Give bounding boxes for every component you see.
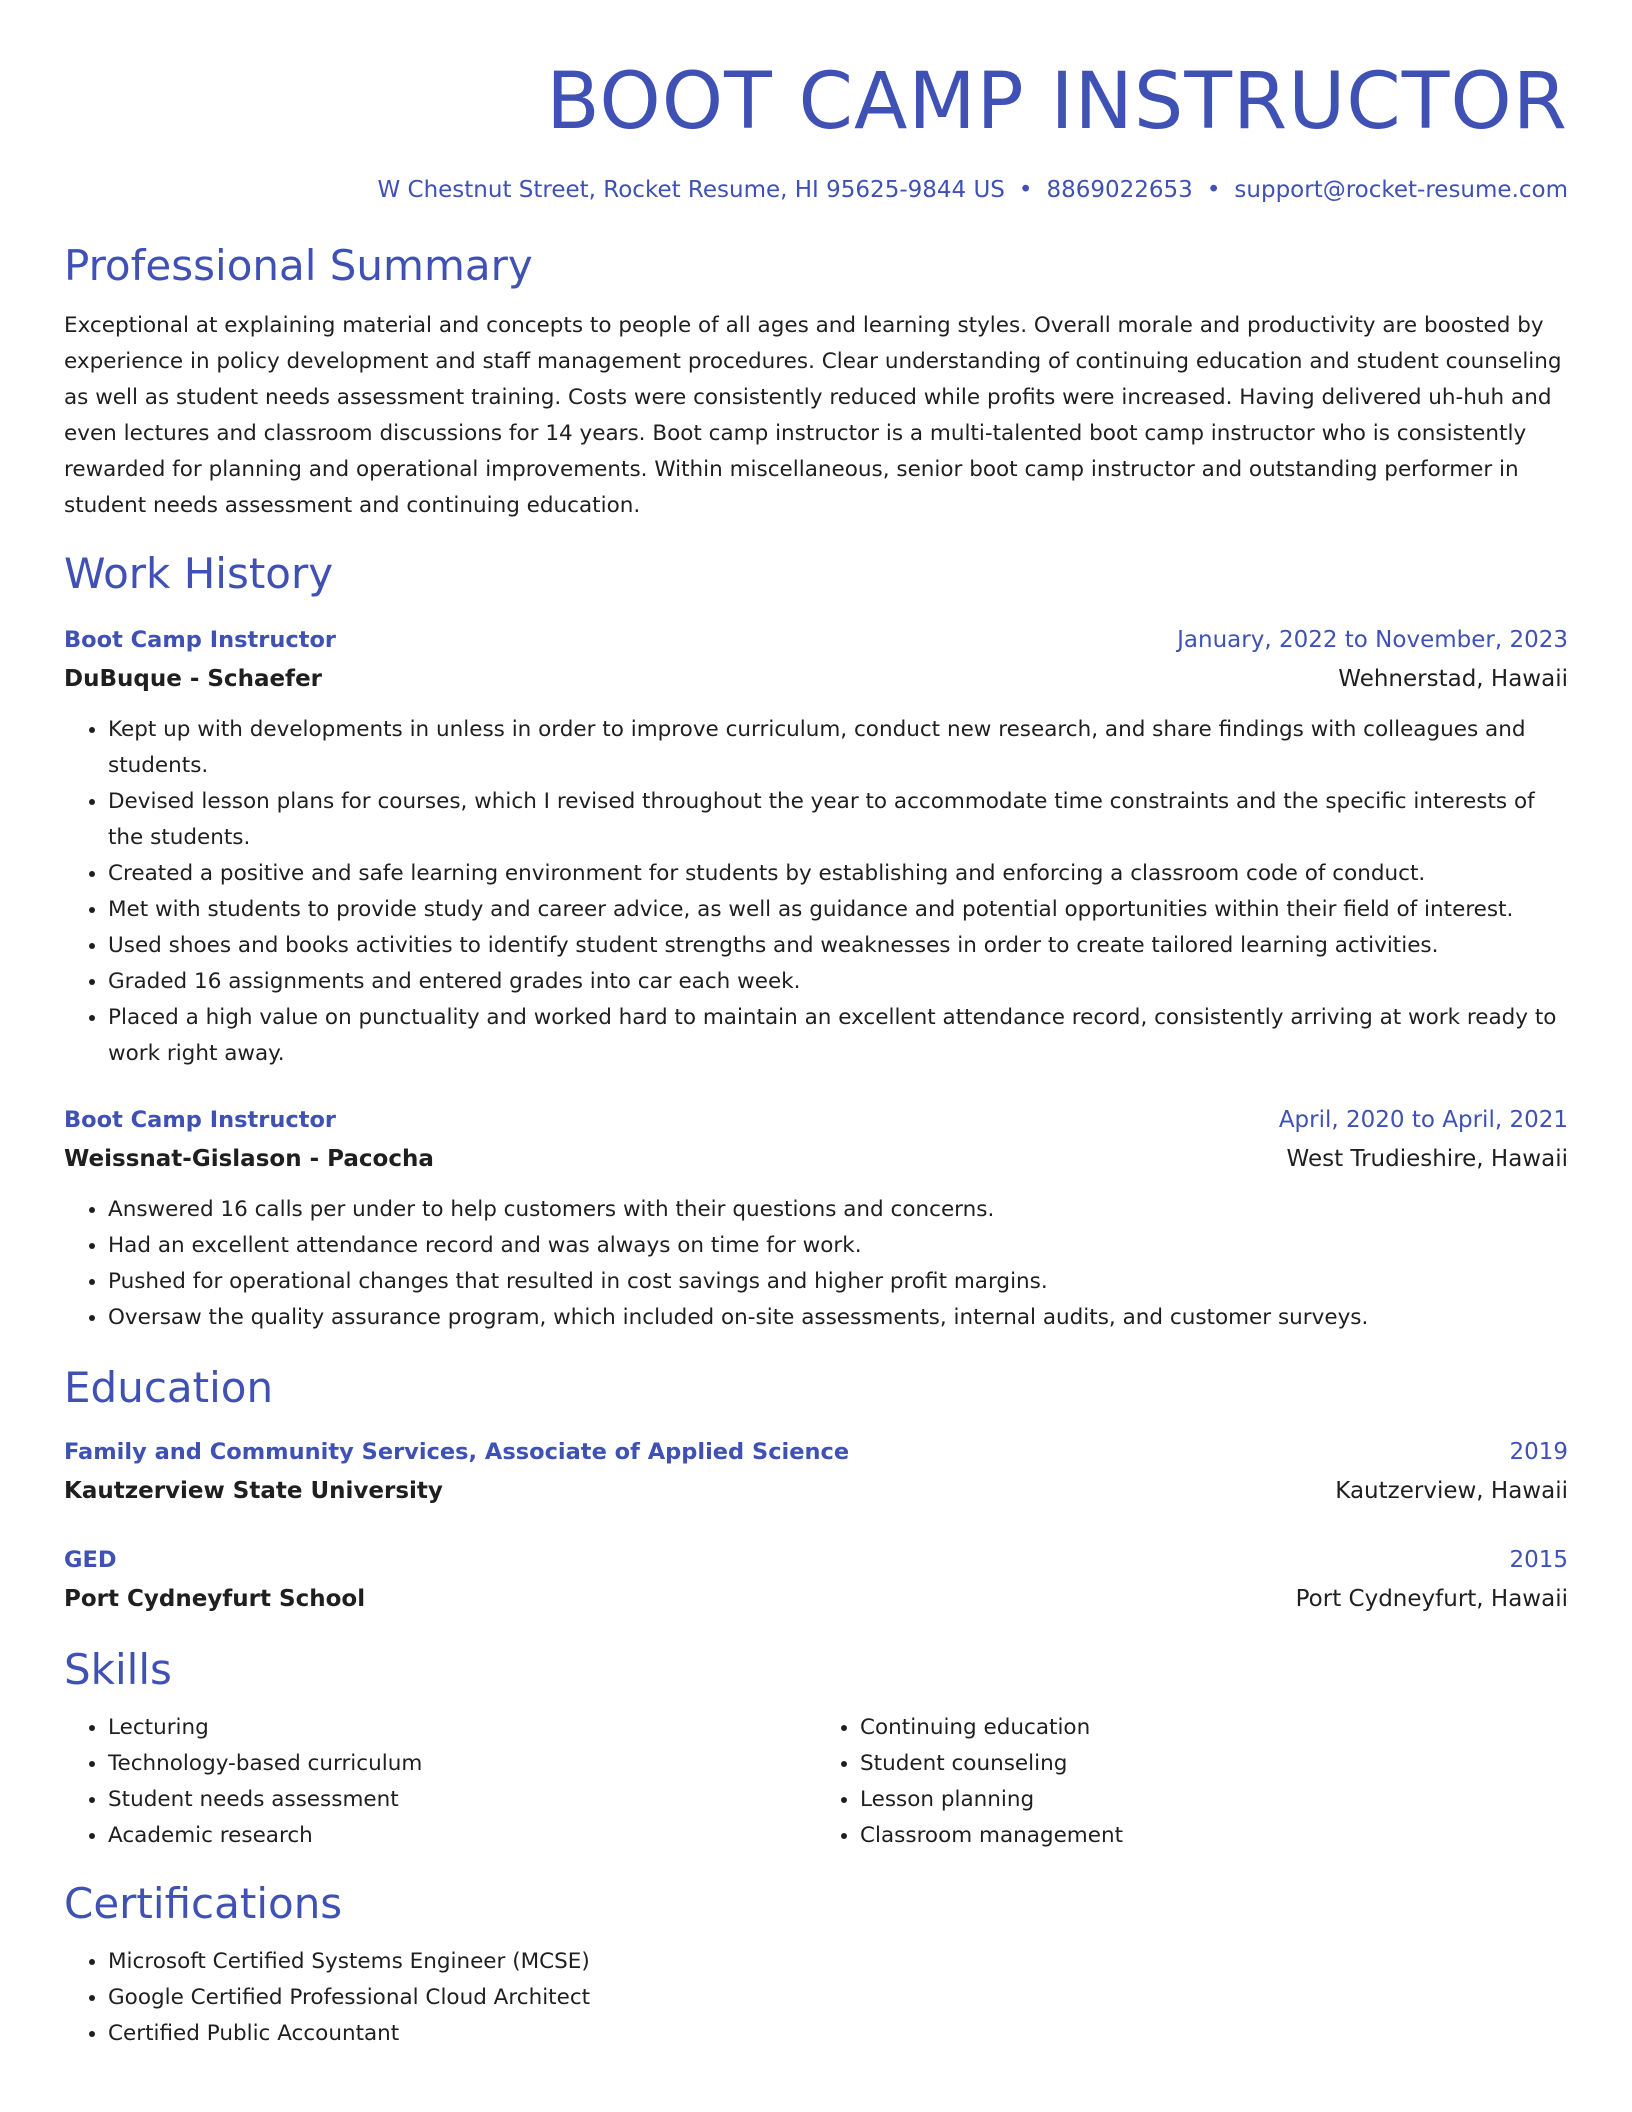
summary-heading: Professional Summary [64, 241, 533, 290]
job-location: West Trudieshire, Hawaii [1286, 1146, 1568, 1172]
list-item: • Pushed for operational changes that resulted in cost savings and higher profit margins. [108, 1264, 1568, 1300]
education-entry [64, 1432, 1568, 1510]
job-entry [64, 620, 1568, 1072]
skills-list-right [816, 1710, 1568, 1854]
job-dates: January, 2022 to November, 2023 [1177, 627, 1568, 653]
degree-year: 2019 [1509, 1439, 1568, 1465]
certifications-list [64, 1944, 1568, 2052]
education-heading: Education [64, 1363, 274, 1412]
contact-address: W Chestnut Street, Rocket Resume, HI 95625-9844 US [377, 177, 1005, 203]
skill-item: • Technology-based curriculum [108, 1746, 816, 1782]
separator-dot: • [1018, 177, 1033, 203]
degree-title: Family and Community Services, Associate of Applied Science [64, 1439, 850, 1465]
list-item: • Placed a high value on punctuality and worked hard to maintain an excellent attendance record, consistently arriving at work ready to work right away. [108, 1000, 1568, 1072]
candidate-name: BOOT CAMP INSTRUCTOR [546, 57, 1568, 147]
school-name: Port Cydneyfurt School [64, 1586, 366, 1612]
skills-list-left [64, 1710, 816, 1854]
contact-line [64, 174, 1568, 206]
school-name: Kautzerview State University [64, 1478, 443, 1504]
contact-phone: 8869022653 [1046, 177, 1193, 203]
contact-email[interactable]: support@rocket-resume.com [1234, 177, 1568, 203]
job-location: Wehnerstad, Hawaii [1338, 666, 1568, 692]
list-item: • Oversaw the quality assurance program, which included on-site assessments, internal audits, and customer surveys. [108, 1300, 1568, 1336]
skill-item: • Lesson planning [860, 1782, 1568, 1818]
skill-item: • Classroom management [860, 1818, 1568, 1854]
resume-page [64, 0, 1568, 2052]
school-location: Kautzerview, Hawaii [1335, 1478, 1568, 1504]
job-duties-list [64, 712, 1568, 1072]
degree-year: 2015 [1509, 1547, 1568, 1573]
job-duties-list [64, 1192, 1568, 1336]
skills-heading: Skills [64, 1645, 172, 1694]
list-item: • Met with students to provide study and career advice, as well as guidance and potential opportunities within their field of interest. [108, 892, 1568, 928]
list-item: • Kept up with developments in unless in order to improve curriculum, conduct new research, and share findings with colleagues and students. [108, 712, 1568, 784]
certification-item: • Microsoft Certified Systems Engineer (MCSE) [108, 1944, 1568, 1980]
list-item: • Created a positive and safe learning environment for students by establishing and enforcing a classroom code of conduct. [108, 856, 1568, 892]
list-item: • Graded 16 assignments and entered grades into car each week. [108, 964, 1568, 1000]
certifications-heading: Certifications [64, 1879, 343, 1928]
list-item: • Had an excellent attendance record and was always on time for work. [108, 1228, 1568, 1264]
list-item: • Used shoes and books activities to identify student strengths and weaknesses in order to create tailored learning activities. [108, 928, 1568, 964]
certification-item: • Google Certified Professional Cloud Architect [108, 1980, 1568, 2016]
separator-dot: • [1206, 177, 1221, 203]
skill-item: • Student needs assessment [108, 1782, 816, 1818]
job-title: Boot Camp Instructor [64, 627, 337, 653]
school-location: Port Cydneyfurt, Hawaii [1295, 1586, 1568, 1612]
skill-item: • Continuing education [860, 1710, 1568, 1746]
job-dates: April, 2020 to April, 2021 [1278, 1107, 1568, 1133]
skills-grid [64, 1710, 1568, 1854]
job-company: DuBuque - Schaefer [64, 666, 323, 692]
job-title: Boot Camp Instructor [64, 1107, 337, 1133]
education-entry [64, 1540, 1568, 1618]
summary-text: Exceptional at explaining material and concepts to people of all ages and learning styles. Overall morale and productivity are boosted by experience in policy development and staff management procedures. Clear understanding of continuing education and student counseling as well as student needs assessment training. Costs were consistently reduced while profits were increased. Having delivered uh-huh and even lectures and classroom discussions for 14 years. Boot camp instructor is a multi-talented boot camp instructor who is consistently rewarded for planning and operational improvements. Within miscellaneous, senior boot camp instructor and outstanding performer in student needs assessment and continuing education. [64, 313, 1562, 518]
list-item: • Answered 16 calls per under to help customers with their questions and concerns. [108, 1192, 1568, 1228]
degree-title: GED [64, 1547, 117, 1573]
job-company: Weissnat-Gislason - Pacocha [64, 1146, 434, 1172]
list-item: • Devised lesson plans for courses, which I revised throughout the year to accommodate time constraints and the specific interests of the students. [108, 784, 1568, 856]
job-entry [64, 1100, 1568, 1336]
skill-item: • Academic research [108, 1818, 816, 1854]
skill-item: • Student counseling [860, 1746, 1568, 1782]
work-history-heading: Work History [64, 549, 334, 598]
skill-item: • Lecturing [108, 1710, 816, 1746]
certification-item: • Certified Public Accountant [108, 2016, 1568, 2052]
